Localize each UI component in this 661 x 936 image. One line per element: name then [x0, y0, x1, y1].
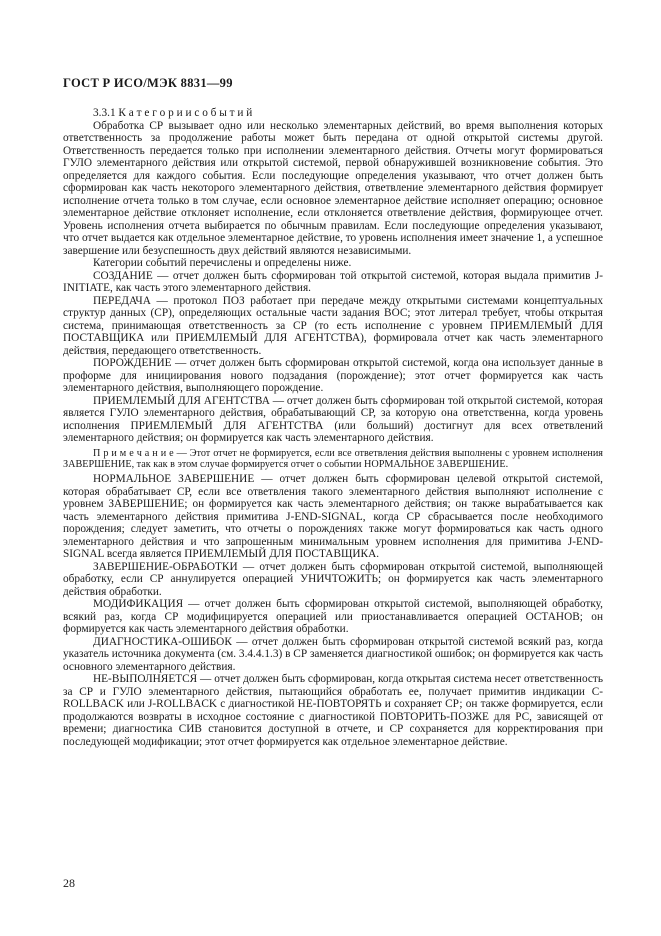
page-number: 28 [63, 876, 75, 890]
note-paragraph: П р и м е ч а н и е — Этот отчет не формируется, если все ответвления действия выполнены с уровнем исполнения ЗАВЕРШЕНИЕ, так как в этом случае формируется отчет о событии НОРМАЛЬНОЕ ЗАВЕРШЕНИЕ. [63, 447, 603, 470]
document-header: ГОСТ Р ИСО/МЭК 8831—99 [63, 76, 233, 90]
paragraph-creation: СОЗДАНИЕ — отчет должен быть сформирован той открытой системой, которая выдала примитив J-INITIATE, как часть этого элементарного действия. [63, 269, 603, 294]
document-page [63, 76, 603, 748]
paragraph-processing-completion: ЗАВЕРШЕНИЕ-ОБРАБОТКИ — отчет должен быть сформирован открытой системой, выполняющей обработку, если СР аннулируется операцией УНИЧТОЖИТЬ; он формируется как часть элементарного действия обработки. [63, 560, 603, 598]
paragraph-intro: Обработка СР вызывает одно или несколько элементарных действий, во время выполнения которых ответственность за продолжение работы может быть передана от одной открытой системы другой. Ответственность передается только при исполнении элементарного действия. Отчеты могут формироваться ГУЛО элементарного действия или открытой системой, первой обнаружившей возникновение события. Это определяется для каждого события. Если последующие определения указывают, что отчет должен быть сформирован как часть некоторого элементарного действия, ответвление элементарного действия формирует исполнение отчета только в том случае, если основное элементарное действие исполняет операцию; основное элементарное действие отклоняет исполнение, если отклоняется ответвление действия, формирующее отчет. Уровень исполнения отчета выбирается по обычным правилам. Если последующие определения указывают, что отчет выдается как отдельное элементарное действие, то уровень исполнения имеет значение 1, а успешное завершение или безуспешность двух действий являются независимыми. [63, 119, 603, 257]
paragraph-agency-acceptable: ПРИЕМЛЕМЫЙ ДЛЯ АГЕНТСТВА — отчет должен быть сформирован той открытой системой, которая является ГУЛО элементарного действия, обрабатывающий СР, за которую она ответственна, когда уровень исполнения ПРИЕМЛЕМЫЙ ДЛЯ АГЕНТСТВА (или больший) достигнут для всех ответвлений элементарного действия; он формируется как часть элементарного действия. [63, 394, 603, 444]
paragraph-normal-completion: НОРМАЛЬНОЕ ЗАВЕРШЕНИЕ — отчет должен быть сформирован целевой открытой системой, которая обрабатывает СР, если все ответвления такого элементарного действия выполняют исполнение с уровнем ЗАВЕРШЕНИЕ; он формируется как часть элементарного действия; он также вырабатывается как часть элементарного действия примитива J-END-SIGNAL, когда СР сбрасывается после необходимого порождения; следует заметить, что отчеты о порождениях также могут формироваться как часть одного элементарного действия и что запрошенным минимальным уровнем исполнения для примитива J-END-SIGNAL всегда является ПРИЕМЛЕМЫЙ ДЛЯ ПОСТАВЩИКА. [63, 473, 603, 561]
paragraph-error-diagnostics: ДИАГНОСТИКА-ОШИБОК — отчет должен быть сформирован открытой системой всякий раз, когда указатель источника документа (см. 3.4.4.1.3) в СР заменяется диагностикой ошибок; он формируется как часть основного элементарного действия. [63, 635, 603, 673]
section-heading: 3.3.1 К а т е г о р и и с о б ы т и й [93, 107, 253, 119]
paragraph-modification: МОДИФИКАЦИЯ — отчет должен быть сформирован открытой системой, выполняющей обработку, всякий раз, когда СР модифицируется операцией или приостанавливается операцией ОСТАНОВ; он формируется как часть элементарного действия обработки. [63, 598, 603, 636]
paragraph-spawning: ПОРОЖДЕНИЕ — отчет должен быть сформирован открытой системой, когда она использует данные в проформе для инициирования нового подзадания (порождение); этот отчет формируется как часть элементарного действия, выполняющего порождение. [63, 357, 603, 394]
paragraph-transfer: ПЕРЕДАЧА — протокол ПОЗ работает при передаче между открытыми системами концептуальных структур данных (СР), определяющих остальные части задания ВОС; этот литерал требует, чтобы открытая система, принимающая ответственность за СР (то есть исполнение с уровнем ПРИЕМЛЕМЫЙ ДЛЯ ПОСТАВЩИКА или ПРИЕМЛЕМЫЙ ДЛЯ АГЕНТСТВА), формировала отчет как часть элементарного действия, передающего ответственность. [63, 294, 603, 357]
paragraph-categories-lead: Категории событий перечислены и определены ниже. [93, 257, 352, 269]
paragraph-not-performed: НЕ-ВЫПОЛНЯЕТСЯ — отчет должен быть сформирован, когда открытая система несет ответственность за СР и ГУЛО элементарного действия, пытающийся обработать ее, получает примитив индикации C-ROLLBACK или J-ROLLBACK с диагностикой НЕ-ПОВТОРЯТЬ и сохраняет СР; он также формируется, если продолжаются возвраты в исходное состояние с диагностикой ПОВТОРИТЬ-ПОЗЖЕ для РС, зависящей от времени; диагностика СИВ становится доступной в отчете, и СР сохраняется для корректирования при последующей модификации; этот отчет формируется как отдельное элементарное действие. [63, 673, 603, 748]
